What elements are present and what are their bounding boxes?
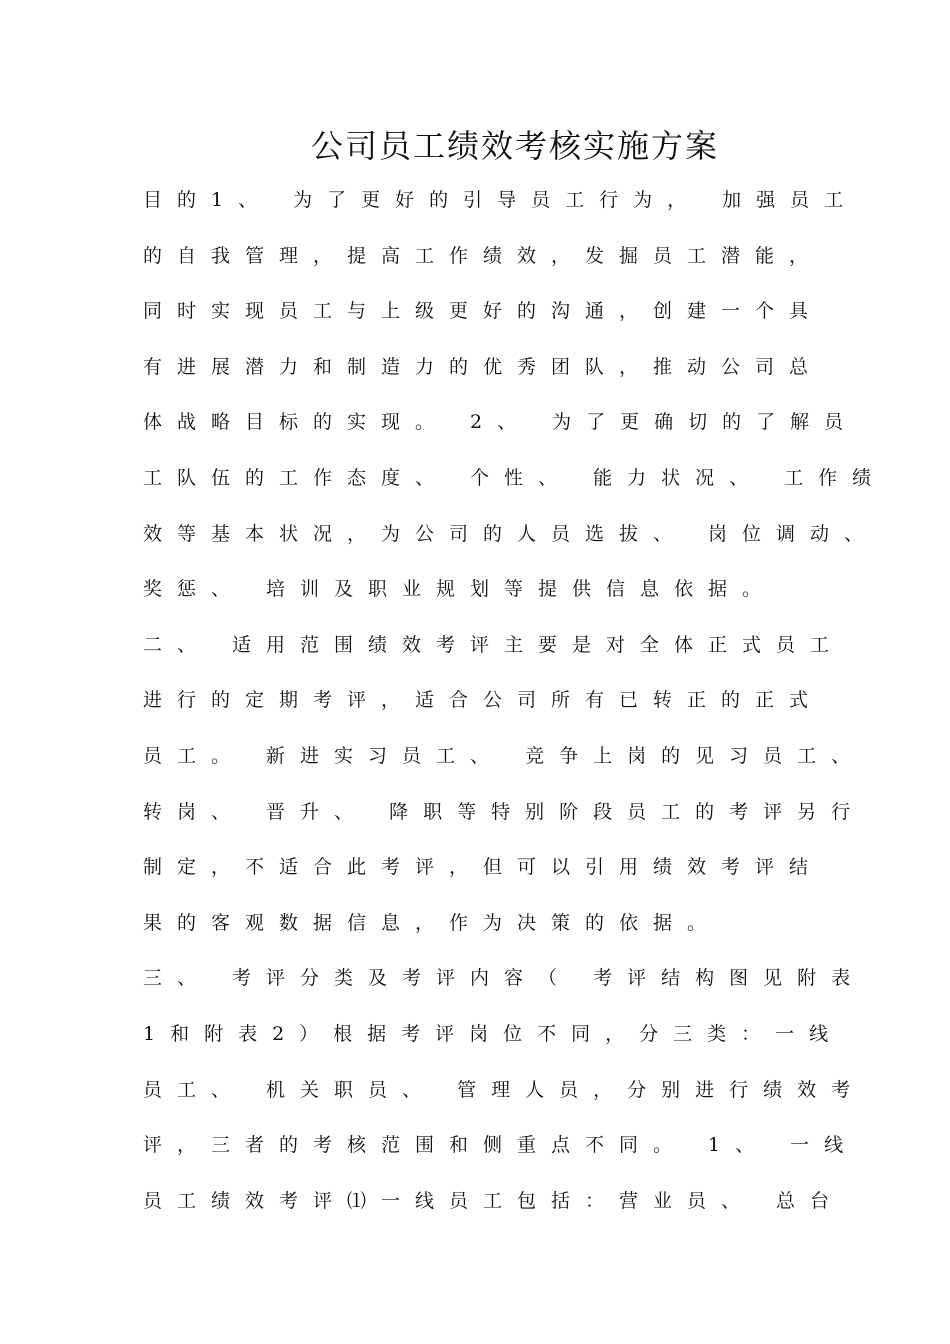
text-line-6: 工队伍的工作态度、 个性、 能力状况、 工作绩 — [143, 466, 887, 489]
document-body — [143, 182, 887, 1238]
text-line-14: 果的客观数据信息，作为决策的依据。 — [143, 911, 722, 934]
document-title-text: 公司员工绩效考核实施方案 — [310, 127, 719, 165]
text-line-10: 进行的定期考评，适合公司所有已转正的正式 — [143, 689, 824, 712]
text-line-1: 目的1、 为了更好的引导员工行为， 加强员工 — [143, 189, 859, 211]
text-line-4: 有进展潜力和制造力的优秀团队，推动公司总 — [143, 355, 824, 378]
text-line-17: 员工、 机关职员、 管理人员，分别进行绩效考 — [143, 1078, 866, 1101]
text-line-15: 三、 考评分类及考评内容（ 考评结构图见附表 — [143, 967, 866, 990]
text-line-12: 转岗、 晋升、 降职等特别阶段员工的考评另行 — [143, 800, 866, 823]
text-line-13: 制定，不适合此考评，但可以引用绩效考评结 — [143, 856, 824, 879]
text-line-11: 员工。 新进实习员工、 竞争上岗的见习员工、 — [143, 744, 866, 767]
text-line-5: 体战略目标的实现。 2、 为了更确切的了解员 — [143, 411, 859, 434]
text-line-16: 1和附表2）根据考评岗位不同，分三类：一线 — [143, 1022, 844, 1045]
text-line-7: 效等基本状况，为公司的人员选拔、 岗位调动、 — [143, 522, 879, 545]
text-line-2: 的自我管理，提高工作绩效，发掘员工潜能， — [143, 244, 824, 267]
text-line-18: 评，三者的考核范围和侧重点不同。 1、 一线 — [143, 1134, 859, 1157]
text-line-3: 同时实现员工与上级更好的沟通，创建一个具 — [143, 300, 824, 323]
text-line-8: 奖惩、 培训及职业规划等提供信息依据。 — [143, 578, 777, 601]
text-line-9: 二、 适用范围绩效考评主要是对全体正式员工 — [143, 633, 845, 656]
document-title — [0, 122, 950, 170]
text-line-19: 员工绩效考评⑴一线员工包括：营业员、 总台 — [143, 1189, 845, 1212]
